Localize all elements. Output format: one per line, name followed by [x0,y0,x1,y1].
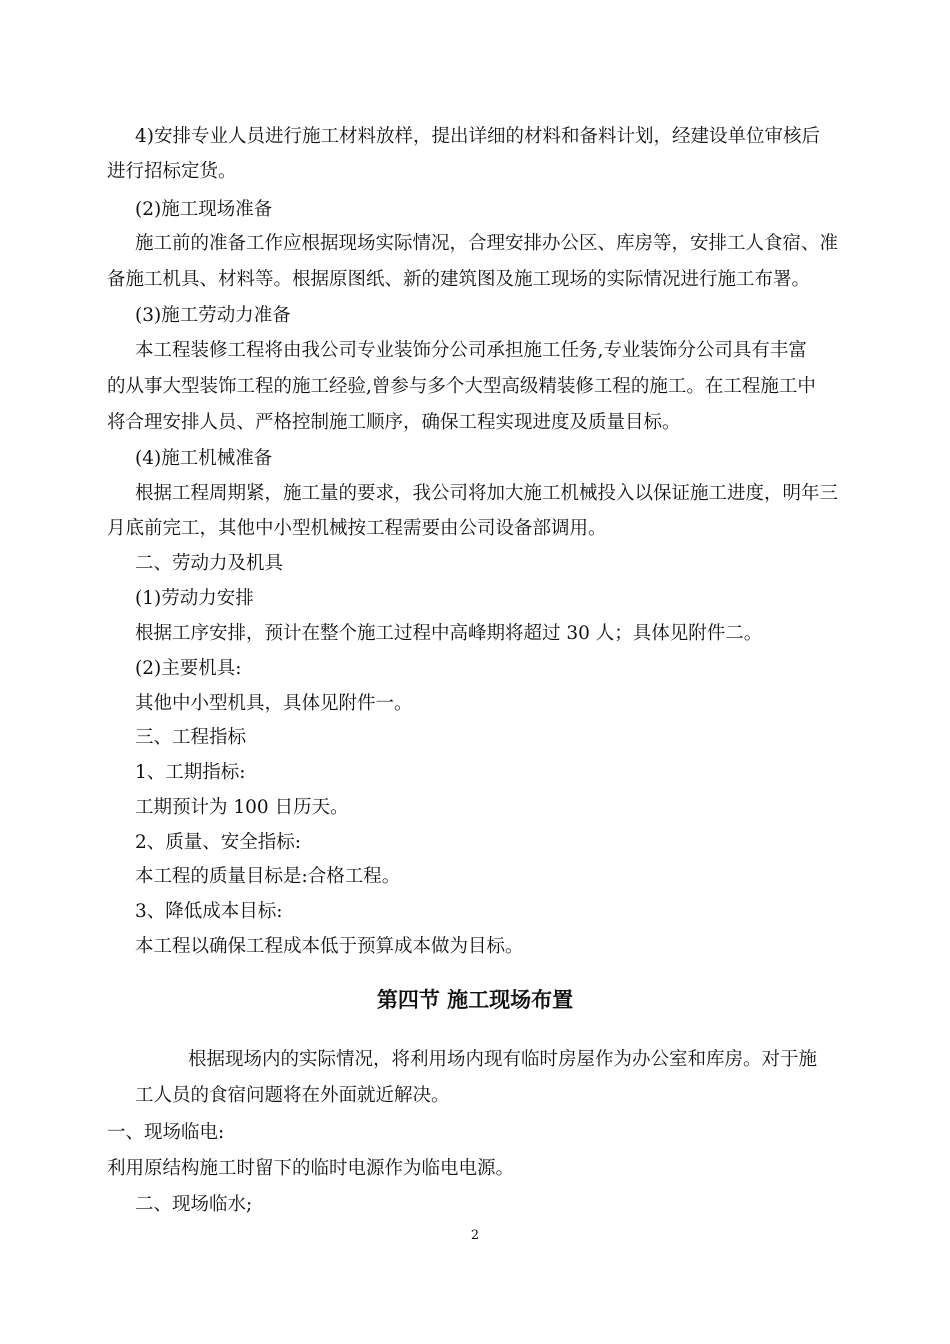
subheading-line: 三、工程指标 [135,727,247,748]
subheading-line: (2)主要机具: [135,658,242,679]
subheading-line: 1、工期指标: [135,762,246,783]
paragraph-line: 施工前的准备工作应根据现场实际情况，合理安排办公区、库房等，安排工人食宿、准 [135,233,839,254]
paragraph-line: 根据工序安排，预计在整个施工过程中高峰期将超过 30 人；具体见附件二。 [135,623,763,644]
subheading-line: (3)施工劳动力准备 [135,305,291,326]
paragraph-line: 工期预计为 100 日历天。 [135,797,349,818]
page-number: 2 [470,1228,480,1243]
paragraph-line: 月底前完工，其他中小型机械按工程需要由公司设备部调用。 [107,518,607,539]
subheading-line: 3、降低成本目标: [135,901,283,922]
paragraph-line: 的从事大型装饰工程的施工经验,曾参与多个大型高级精装修工程的施工。在工程施工中 [107,376,816,397]
paragraph-line: 本工程以确保工程成本低于预算成本做为目标。 [135,936,524,957]
paragraph-line: 根据工程周期紧，施工量的要求，我公司将加大施工机械投入以保证施工进度，明年三 [135,483,839,504]
paragraph-line: 本工程装修工程将由我公司专业装饰分公司承担施工任务,专业装饰分公司具有丰富 [135,340,807,361]
subheading-line: 一、现场临电: [107,1122,225,1143]
paragraph-line: 进行招标定货。 [107,161,237,182]
subheading-line: (4)施工机械准备 [135,448,273,469]
paragraph-line: 利用原结构施工时留下的临时电源作为临电电源。 [107,1158,515,1179]
paragraph-line: 工人员的食宿问题将在外面就近解决。 [135,1085,450,1106]
subheading-line: 2、质量、安全指标: [135,832,302,853]
paragraph-line: 本工程的质量目标是:合格工程。 [135,866,401,887]
paragraph-line: 根据现场内的实际情况，将利用场内现有临时房屋作为办公室和库房。对于施 [188,1049,818,1070]
section-title: 第四节 施工现场布置 [376,988,574,1012]
subheading-line: (2)施工现场准备 [135,199,273,220]
paragraph-line: 备施工机具、材料等。根据原图纸、新的建筑图及施工现场的实际情况进行施工布署。 [107,269,811,290]
subheading-line: 二、劳动力及机具 [135,553,284,574]
subheading-line: 二、现场临水; [135,1194,253,1215]
paragraph-line: 将合理安排人员、严格控制施工顺序，确保工程实现进度及质量目标。 [107,412,681,433]
paragraph-line: 4)安排专业人员进行施工材料放样，提出详细的材料和备料计划，经建设单位审核后 [135,126,820,147]
subheading-line: (1)劳动力安排 [135,588,254,609]
paragraph-line: 其他中小型机具，具体见附件一。 [135,693,413,714]
